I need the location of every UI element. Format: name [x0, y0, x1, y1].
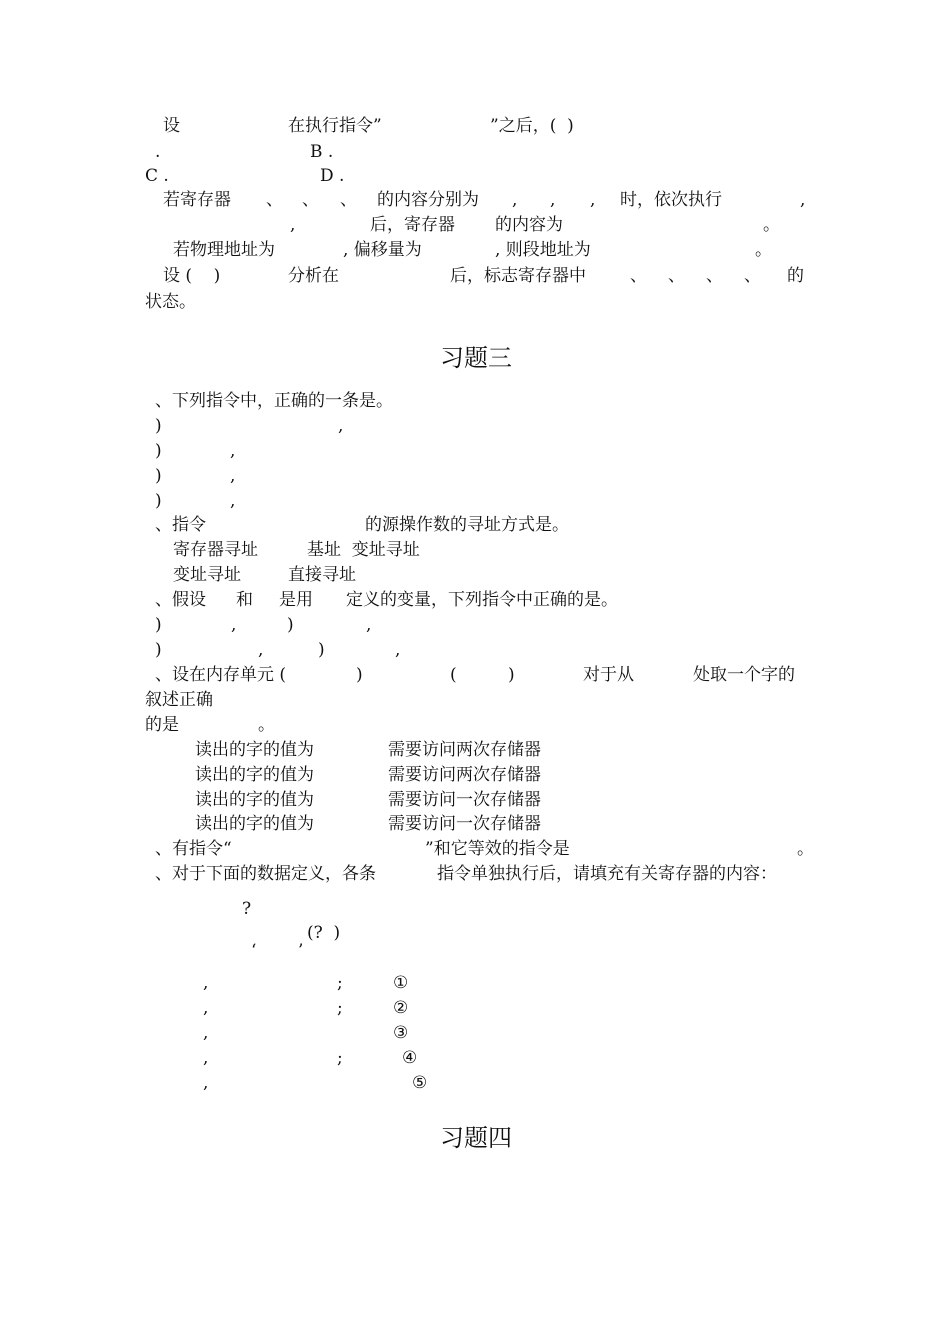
instr-row: ;	[337, 973, 343, 993]
text: 分析在	[288, 266, 339, 286]
question-text: 、设在内存单元 (	[155, 665, 287, 685]
option: 读出的字的值为	[195, 765, 314, 785]
text: ,	[550, 190, 556, 210]
question-text: 处取一个字的	[693, 665, 795, 685]
option: )	[155, 615, 162, 635]
text: 的	[787, 266, 804, 286]
text: 、	[744, 266, 761, 286]
option: ,	[395, 640, 401, 660]
instr-row: ;	[337, 998, 343, 1018]
blank-marker: ⑤	[412, 1073, 428, 1093]
question-text: 是用	[279, 590, 313, 610]
section-heading: 习题四	[440, 1124, 512, 1152]
text: 、	[668, 266, 685, 286]
text: 。	[763, 215, 780, 235]
text: .	[155, 142, 161, 162]
text: ”之后，( )	[490, 116, 574, 136]
instr-row: ,	[203, 973, 209, 993]
question-text: 的源操作数的寻址方式是。	[365, 515, 569, 535]
text: 。	[755, 240, 772, 260]
text: 设 ( )	[163, 266, 221, 286]
text: ,	[512, 190, 518, 210]
text: 、	[340, 190, 357, 210]
text: 、	[302, 190, 319, 210]
text: 的内容为	[495, 215, 563, 235]
text: ,	[590, 190, 596, 210]
data-def: ’	[298, 941, 304, 961]
data-def: ?	[242, 899, 252, 919]
option: )	[318, 640, 325, 660]
text: ,	[290, 215, 296, 235]
option: 需要访问一次存储器	[388, 790, 541, 810]
option: 需要访问两次存储器	[388, 765, 541, 785]
text: , 则段地址为	[495, 240, 591, 260]
question-text: 指令单独执行后，请填充有关寄存器的内容：	[437, 864, 777, 884]
text: 、	[706, 266, 723, 286]
option: ,	[258, 640, 264, 660]
text: 的内容分别为	[377, 190, 479, 210]
option: 读出的字的值为	[195, 814, 314, 834]
question-text: )	[356, 665, 363, 685]
option: 读出的字的值为	[195, 790, 314, 810]
instr-row: ,	[203, 1073, 209, 1093]
text: ,	[800, 190, 806, 210]
blank-marker: ②	[393, 998, 409, 1018]
text: 若物理地址为	[173, 240, 275, 260]
question-text: ”和它等效的指令是	[425, 839, 570, 859]
text: B .	[310, 142, 334, 162]
option: 需要访问一次存储器	[388, 814, 541, 834]
text: 设	[163, 116, 180, 136]
option: ,	[230, 466, 236, 486]
question-text: 。	[258, 715, 275, 735]
text: 、	[630, 266, 647, 286]
option: 需要访问两次存储器	[388, 740, 541, 760]
text: 后，标志寄存器中	[450, 266, 586, 286]
option: 变址寻址	[173, 565, 241, 585]
section-heading: 习题三	[440, 344, 512, 372]
text: C .	[145, 166, 169, 186]
option: ,	[338, 416, 344, 436]
data-def: (? )	[307, 923, 341, 943]
text: , 偏移量为	[343, 240, 422, 260]
blank-marker: ③	[393, 1023, 409, 1043]
question-text: 定义的变量，下列指令中正确的是。	[346, 590, 618, 610]
blank-marker: ④	[402, 1048, 418, 1068]
option: 寄存器寻址	[173, 540, 258, 560]
text: D .	[320, 166, 345, 186]
instr-row: ;	[337, 1048, 343, 1068]
text: 在执行指令”	[288, 116, 382, 136]
option: )	[155, 466, 162, 486]
question-text: )	[508, 665, 515, 685]
instr-row: ,	[203, 1048, 209, 1068]
question-text: 和	[236, 590, 253, 610]
option: )	[155, 491, 162, 511]
option: )	[155, 640, 162, 660]
option: 直接寻址	[288, 565, 356, 585]
question-text: 的是	[145, 715, 179, 735]
question-text: 、有指令“	[155, 839, 232, 859]
text: 时，依次执行	[620, 190, 722, 210]
text: 状态。	[145, 292, 196, 312]
question-text: 、假设	[155, 590, 206, 610]
instr-row: ,	[203, 1023, 209, 1043]
question-text: 对于从	[583, 665, 634, 685]
option: ,	[230, 491, 236, 511]
question-text: 、对于下面的数据定义，各条	[155, 864, 376, 884]
option: ,	[231, 615, 237, 635]
text: 若寄存器	[163, 190, 231, 210]
blank-marker: ①	[393, 973, 409, 993]
option: 读出的字的值为	[195, 740, 314, 760]
data-def: ‘	[251, 941, 257, 961]
instr-row: ,	[203, 998, 209, 1018]
option: ,	[366, 615, 372, 635]
question-text: (	[450, 665, 457, 685]
text: 后，寄存器	[370, 215, 455, 235]
question-text: 、指令	[155, 515, 206, 535]
option: 基址 变址寻址	[307, 540, 420, 560]
question-text: 、下列指令中，正确的一条是。	[155, 391, 393, 411]
option: )	[287, 615, 294, 635]
question-text: 。	[797, 839, 814, 859]
option: ,	[230, 441, 236, 461]
question-text: 叙述正确	[145, 690, 213, 710]
text: 、	[266, 190, 283, 210]
option: )	[155, 441, 162, 461]
option: )	[155, 416, 162, 436]
